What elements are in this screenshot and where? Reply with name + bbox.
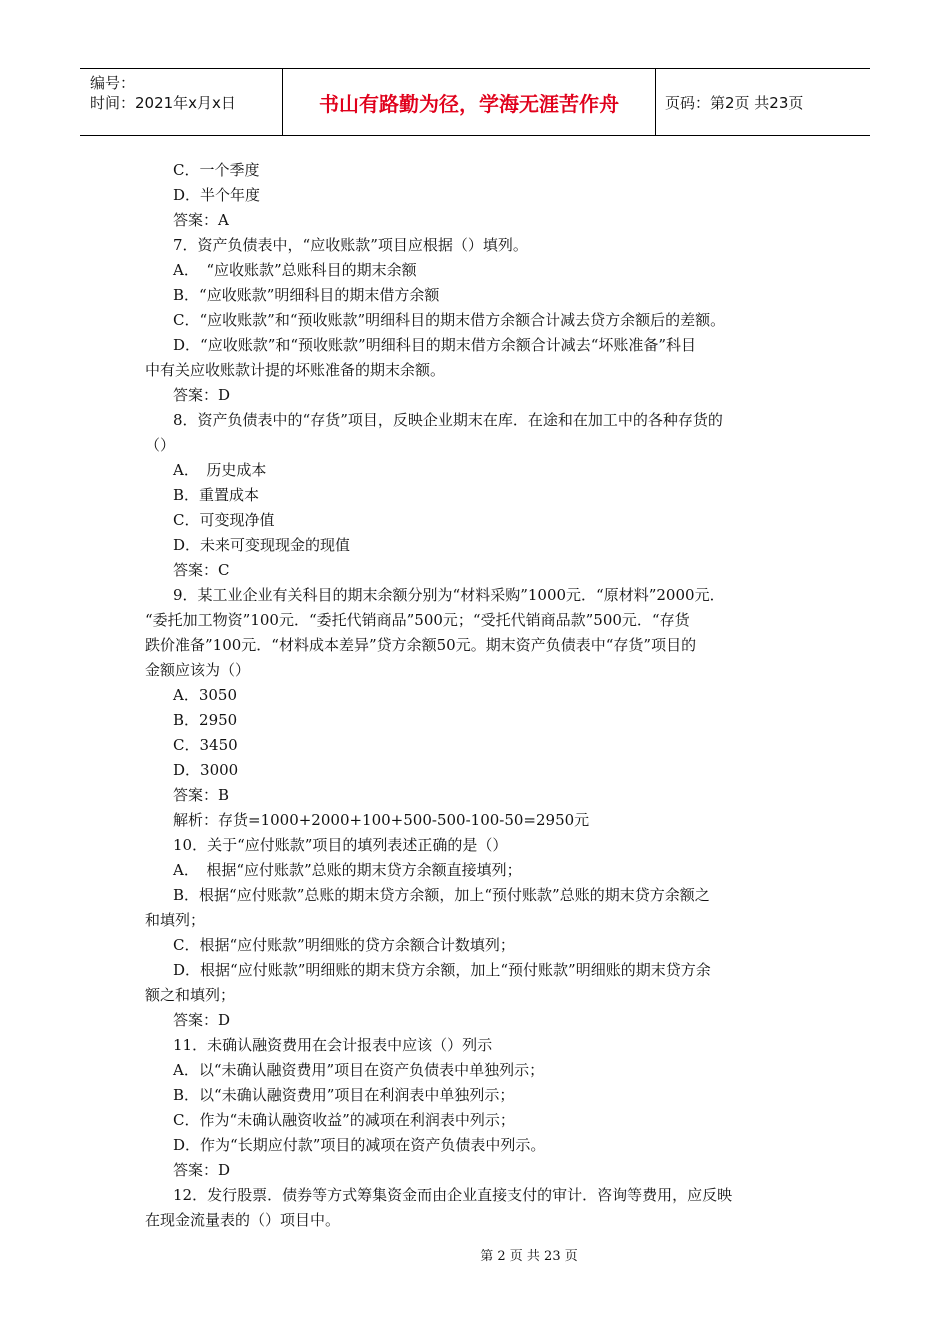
text-line: B．2950 — [173, 711, 238, 729]
text-line: B．以“未确认融资费用”项目在利润表中单独列示； — [173, 1086, 515, 1104]
text-line: A．以“未确认融资费用”项目在资产负债表中单独列示； — [173, 1061, 545, 1079]
text-line: 7．资产负债表中，“应收账款”项目应根据（）填列。 — [173, 236, 528, 254]
text-line: B．重置成本 — [173, 486, 260, 504]
text-line: D．半个年度 — [173, 186, 261, 204]
text-line: 8．资产负债表中的“存货”项目，反映企业期末在库．在途和在加工中的各种存货的 — [173, 411, 723, 429]
text-line: 答案：B — [173, 786, 230, 804]
text-line: 11．未确认融资费用在会计报表中应该（）列示 — [173, 1036, 493, 1054]
text-line: C．一个季度 — [173, 161, 260, 179]
text-line: 12．发行股票．债券等方式筹集资金而由企业直接支付的审计．咨询等费用，应反映 — [173, 1186, 733, 1204]
text-line: “委托加工物资”100元．“委托代销商品”500元；“受托代销商品款”500元．“存货 — [145, 611, 690, 629]
text-line: 中有关应收账款计提的坏账准备的期末余额。 — [145, 361, 446, 379]
header-left-cell — [80, 69, 283, 135]
text-line: D．作为“长期应付款”项目的减项在资产负债表中列示。 — [173, 1136, 546, 1154]
text-line: B．根据“应付账款”总账的期末贷方余额，加上“预付账款”总账的期末贷方余额之 — [173, 886, 710, 904]
text-line: 答案：A — [173, 211, 229, 229]
text-line: 答案：D — [173, 386, 231, 404]
footer-page-number: 第 2 页 共 23 页 — [480, 1249, 578, 1264]
text-line: C．作为“未确认融资收益”的减项在利润表中列示； — [173, 1111, 515, 1129]
header-page-info: 页码：第2页 共23页 — [665, 93, 804, 112]
document-code-label: 编号： — [90, 74, 136, 92]
text-line: C．3450 — [173, 736, 238, 754]
text-line: A． 历史成本 — [173, 461, 267, 479]
text-line: D．根据“应付账款”明细账的期末贷方余额，加上“预付账款”明细账的期末贷方余 — [173, 961, 711, 979]
text-line: 答案：D — [173, 1011, 231, 1029]
page-header — [80, 68, 870, 136]
text-line: A．3050 — [173, 686, 238, 704]
text-line: C．根据“应付账款”明细账的贷方余额合计数填列； — [173, 936, 515, 954]
text-line: 额之和填列； — [145, 986, 236, 1004]
text-line: （） — [145, 436, 176, 454]
page-footer — [0, 1245, 950, 1264]
text-line: 和填列； — [145, 911, 206, 929]
text-line: 跌价准备”100元．“材料成本差异”贷方余额50元。期末资产负债表中“存货”项目的 — [145, 636, 697, 654]
text-line: B．“应收账款”明细科目的期末借方余额 — [173, 286, 440, 304]
text-line: 10．关于“应付账款”项目的填列表述正确的是（） — [173, 836, 508, 854]
text-line: 金额应该为（） — [145, 661, 251, 679]
header-motto: 书山有路勤为径，学海无涯苦作舟 — [283, 69, 656, 135]
text-line: D．“应收账款”和“预收账款”明细科目的期末借方余额合计减去“坏账准备”科目 — [173, 336, 697, 354]
text-line: C．可变现净值 — [173, 511, 275, 529]
text-line: 解析：存货=1000+2000+100+500-500-100-50=2950元 — [173, 811, 590, 829]
text-line: C．“应收账款”和“预收账款”明细科目的期末借方余额合计减去贷方余额后的差额。 — [173, 311, 726, 329]
text-line: 在现金流量表的（）项目中。 — [145, 1211, 341, 1229]
text-line: 答案：D — [173, 1161, 231, 1179]
text-line: 9．某工业企业有关科目的期末余额分别为“材料采购”1000元．“原材料”2000元． — [173, 586, 725, 604]
text-line: 答案：C — [173, 561, 230, 579]
text-line: A． “应收账款”总账科目的期末余额 — [173, 261, 417, 279]
text-line: D．未来可变现现金的现值 — [173, 536, 351, 554]
text-line: A． 根据“应付账款”总账的期末贷方余额直接填列； — [173, 861, 522, 879]
document-body — [145, 158, 813, 1233]
document-date-label: 时间：2021年x月x日 — [90, 94, 236, 112]
text-line: D．3000 — [173, 761, 239, 779]
